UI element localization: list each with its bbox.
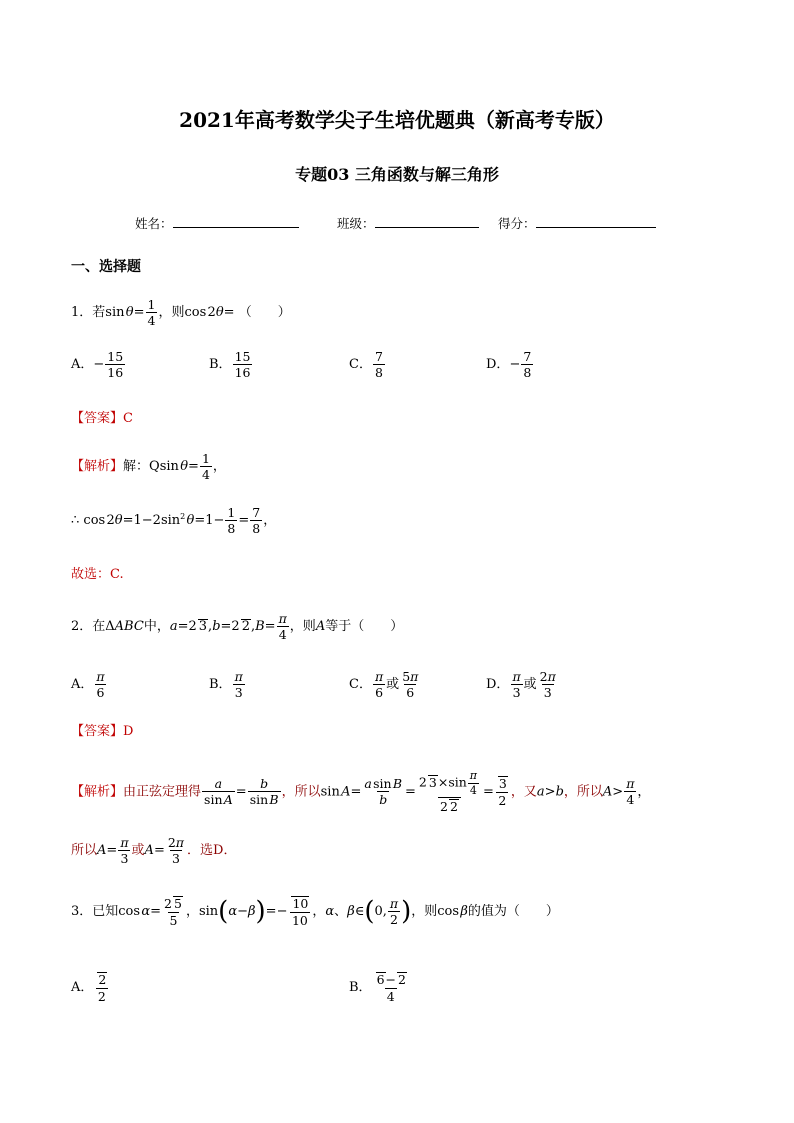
q1-option-d[interactable]: D．− $\frac{7}{8}$ <box>486 349 532 381</box>
score-field[interactable] <box>498 214 656 232</box>
section-heading: 一、选择题 <box>71 259 141 275</box>
q1-analysis-line2: ∴ cos $2\theta=1-2\sin^2$ θ=1− $\frac{1}{8}$ = $\frac{7}{8}$ ， <box>71 505 277 537</box>
q3-option-b[interactable]: B． $\frac{6- 2}{4}$ <box>349 972 406 1004</box>
q2-option-b[interactable]: B． $\frac{\pi}{3}$ <box>209 669 243 701</box>
page-title: 2021年高考数学尖子生培优题典（新高考专版） <box>179 108 615 132</box>
q2-analysis-line1: 【解析】由正弦定理得 $\frac{a}{\text{sin A}}$ = $\frac{b}{\text{sin B}}$ ，所以sin A= $\frac{\text{a sin B}}{b}$ = 2 3×sin $\frac{\pi}{4}$ 2 2 = $\frac{3}{2}$ ，又a>b，所以A> $\frac{\pi}{4}$ ， <box>71 769 651 815</box>
q2-option-c[interactable]: C． $\frac{\pi}{6}$ 或 $\frac{5\pi}{6}$ <box>349 669 419 701</box>
q1-conclusion: 故选：C. <box>71 567 124 582</box>
q1-option-b[interactable]: B． $\frac{15}{16}$ <box>209 349 251 381</box>
q3-option-a[interactable]: A． $\frac{2}{2}$ <box>71 972 107 1004</box>
q1-analysis-line1: 【解析】解：Qsin θ= $\frac{1}{4}$ ， <box>71 451 226 483</box>
score-label: 得分： <box>498 216 536 231</box>
q1-option-a[interactable]: A．− $\frac{15}{16}$ <box>71 349 124 381</box>
class-label: 班级： <box>337 216 375 231</box>
score-blank[interactable] <box>536 216 656 228</box>
name-label: 姓名： <box>135 216 173 231</box>
name-field[interactable] <box>135 214 299 232</box>
q1-stem: 1．若sin θ= $\frac{1}{4}$ ，则cos 2θ= （ ） <box>71 297 291 329</box>
q3-stem: 3．已知cos α= $\frac{2 5}{5}$ ，sin(α−β)=− $\frac{10}{10}$ ，α、β∈(0, $\frac{\pi}{2}$ )，则cos β的值为（ ） <box>71 895 559 928</box>
class-blank[interactable] <box>375 216 479 228</box>
page-subtitle: 专题03 三角函数与解三角形 <box>295 165 499 184</box>
q1-answer: 【答案】C <box>71 411 133 426</box>
class-field[interactable] <box>337 214 479 232</box>
q2-answer: 【答案】D <box>71 724 134 739</box>
q1-option-c[interactable]: C． $\frac{7}{8}$ <box>349 349 383 381</box>
q2-option-a[interactable]: A． $\frac{\pi}{6}$ <box>71 669 105 701</box>
q2-option-d[interactable]: D． $\frac{\pi}{3}$ 或 $\frac{2\pi}{3}$ <box>486 669 556 701</box>
q2-analysis-line2: 所以A= $\frac{\pi}{3}$ 或A= $\frac{2\pi}{3}$ ．选D． <box>71 835 237 867</box>
name-blank[interactable] <box>173 216 299 228</box>
q2-stem: 2．在ΔABC中，a=2 3,b=2 2,B= $\frac{\pi}{4}$ ，则A等于（ ） <box>71 611 404 643</box>
answer-label: 【答案】 <box>71 411 124 426</box>
